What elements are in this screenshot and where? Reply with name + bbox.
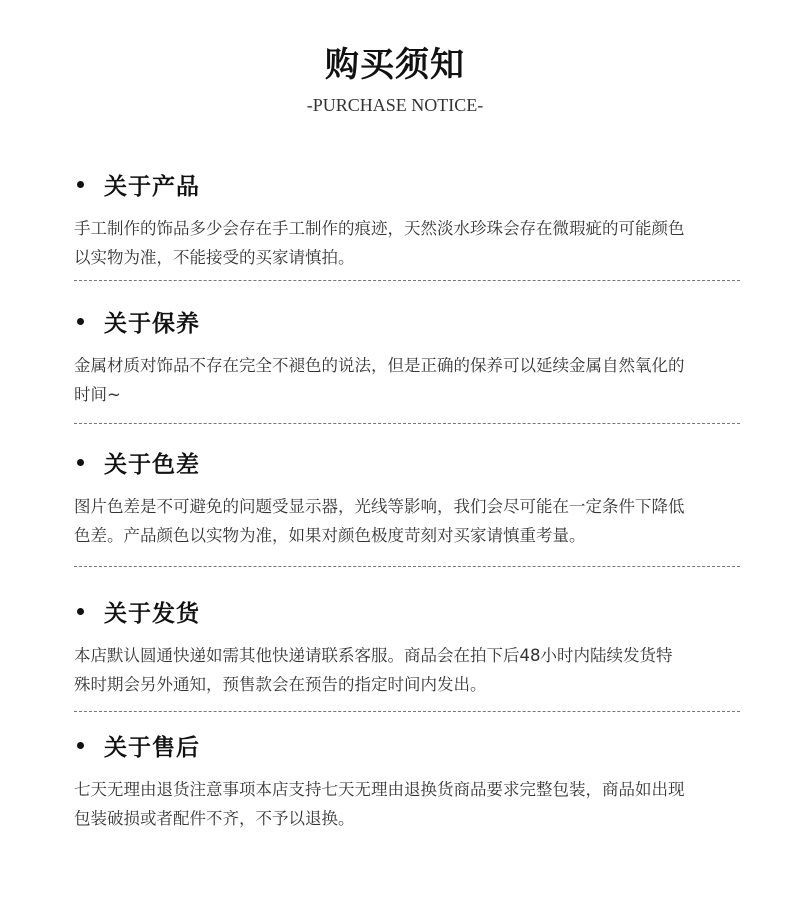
body-line: 色差。产品颜色以实物为准，如果对颜色极度苛刻对买家请慎重考量。 xyxy=(74,526,586,545)
dashed-divider xyxy=(74,280,740,281)
dashed-divider xyxy=(74,423,740,424)
bullet-icon xyxy=(77,608,84,615)
section-title: 关于产品 xyxy=(104,172,200,200)
bullet-icon xyxy=(77,181,84,188)
page-title: 购买须知 xyxy=(325,45,465,85)
section-body xyxy=(74,492,740,550)
section-title: 关于售后 xyxy=(104,733,200,761)
section-body xyxy=(74,214,740,272)
dashed-divider xyxy=(74,711,740,712)
section-after-sales xyxy=(74,727,740,833)
section-body xyxy=(74,775,740,833)
body-line: 时间~ xyxy=(74,385,121,404)
body-line: 手工制作的饰品多少会存在手工制作的痕迹，天然淡水珍珠会存在微瑕疵的可能颜色 xyxy=(74,219,685,238)
section-care xyxy=(74,303,740,409)
section-shipping xyxy=(74,593,740,699)
dashed-divider xyxy=(74,566,740,567)
body-line: 金属材质对饰品不存在完全不褪色的说法，但是正确的保养可以延续金属自然氧化的 xyxy=(74,356,685,375)
section-product xyxy=(74,166,740,272)
body-line: 以实物为准，不能接受的买家请慎拍。 xyxy=(74,248,355,267)
page-subtitle: -PURCHASE NOTICE- xyxy=(306,95,484,115)
body-line: 本店默认圆通快递如需其他快递请联系客服。商品会在拍下后48小时内陆续发货特 xyxy=(74,646,673,665)
bullet-icon xyxy=(77,459,84,466)
section-title: 关于色差 xyxy=(104,450,200,478)
section-title: 关于保养 xyxy=(104,309,200,337)
bullet-icon xyxy=(77,318,84,325)
body-line: 图片色差是不可避免的问题受显示器，光线等影响，我们会尽可能在一定条件下降低 xyxy=(74,497,685,516)
section-title: 关于发货 xyxy=(104,599,200,627)
body-line: 包装破损或者配件不齐，不予以退换。 xyxy=(74,809,355,828)
section-color-difference xyxy=(74,444,740,550)
section-body xyxy=(74,641,740,699)
body-line: 七天无理由退货注意事项本店支持七天无理由退换货商品要求完整包装，商品如出现 xyxy=(74,780,685,799)
section-body xyxy=(74,351,740,409)
page-header xyxy=(0,40,790,118)
body-line: 殊时期会另外通知，预售款会在预告的指定时间内发出。 xyxy=(74,675,487,694)
bullet-icon xyxy=(77,742,84,749)
